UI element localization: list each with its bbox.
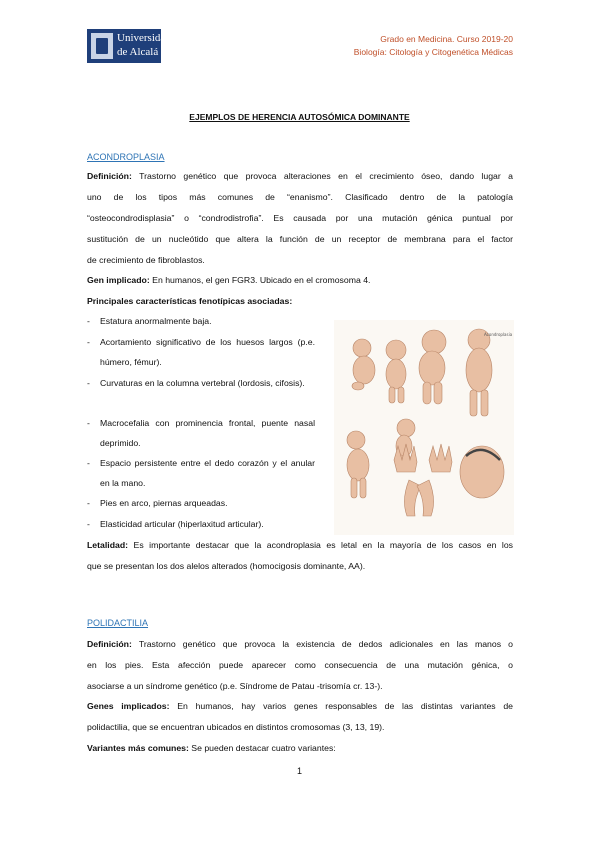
gene-line: [87, 270, 513, 291]
lethal-text: Es importante destacar que la acondroplasia es letal en la mayoría de los casos en los: [128, 540, 513, 550]
acondroplasia-illustration: [334, 320, 514, 535]
list-item-text: Curvaturas en la columna vertebral (lordosis, cifosis).: [100, 378, 305, 388]
list-item-text: Espacio persistente entre el dedo corazón y el anular en la mano.: [100, 458, 315, 488]
genes-line1: [87, 696, 513, 717]
features-label: Principales características fenotípicas asociadas:: [87, 296, 293, 306]
svg-text:Acondroplasia: Acondroplasia: [484, 332, 513, 337]
def-text: Trastorno genético que provoca la existencia de dedos adicionales en las manos o: [131, 639, 513, 649]
polidactilia-def-line1: [87, 634, 513, 655]
genes-label: Genes implicados:: [87, 701, 170, 711]
list-item-text: Pies en arco, piernas arqueadas.: [100, 498, 228, 508]
logo-text-line2: de Alcalá: [117, 46, 159, 58]
variants-text: Se pueden destacar cuatro variantes:: [188, 743, 336, 753]
def-label: Definición:: [87, 639, 132, 649]
acondroplasia-def-line5: de crecimiento de fibroblastos.: [87, 255, 205, 265]
def-label: Definición:: [87, 171, 132, 181]
header-subject: Biología: Citología y Citogenética Médicas: [353, 47, 513, 57]
page-title: EJEMPLOS DE HERENCIA AUTOSÓMICA DOMINANTE: [189, 112, 410, 122]
header-course: Grado en Medicina. Curso 2019-20: [380, 34, 513, 44]
list-item-text: Estatura anormalmente baja.: [100, 316, 212, 326]
lethal-label: Letalidad:: [87, 540, 129, 550]
gene-label: Gen implicado:: [87, 275, 150, 285]
variants-line: [87, 738, 513, 759]
def-text: Trastorno genético que provoca alteraciones en el crecimiento óseo, dando lugar a: [131, 171, 513, 181]
polidactilia-def-line2: en los pies. Esta afección puede aparecer como consecuencia de una mutación génica, o: [87, 660, 513, 670]
polidactilia-def-line3: asociarse a un síndrome genético (p.e. Síndrome de Patau -trisomía cr. 13-).: [87, 681, 383, 691]
acondroplasia-def-line3: “osteocondrodisplasia” o “condrodistrofia”. Es causada por una mutación génica puntual por: [87, 213, 513, 223]
logo-text-line1: Universidad: [117, 32, 171, 44]
variants-label: Variantes más comunes:: [87, 743, 189, 753]
lethal-line1: [87, 535, 513, 556]
genes-line2: polidactilia, que se encuentran ubicados en distintos cromosomas (3, 13, 19).: [87, 722, 385, 732]
list-item-text: Macrocefalia con prominencia frontal, puente nasal deprimido.: [100, 418, 315, 448]
gene-text: En humanos, el gen FGR3. Ubicado en el cromosoma 4.: [149, 275, 371, 285]
lethal-line2: que se presentan los dos alelos alterados (homocigosis dominante, AA).: [87, 561, 366, 571]
acondroplasia-def-line1: [87, 166, 513, 187]
crest-icon: [91, 33, 113, 59]
list-item-text: Acortamiento significativo de los huesos largos (p.e. húmero, fémur).: [100, 337, 315, 367]
acondroplasia-def-line4: sustitución de un nucleótido que altera la función de un receptor de membrana para el factor: [87, 234, 513, 244]
section-heading-polidactilia: POLIDACTILIA: [87, 618, 149, 628]
list-item-text: Elasticidad articular (hiperlaxitud articular).: [100, 519, 264, 529]
university-logo: [87, 29, 171, 63]
genes-text: En humanos, hay varios genes responsables de las distintas variantes de: [169, 701, 513, 711]
page-number: 1: [296, 766, 302, 776]
section-heading-acondroplasia: ACONDROPLASIA: [87, 152, 165, 162]
acondroplasia-def-line2: uno de los tipos más comunes de “enanismo”. Clasificado dentro de la patología: [87, 192, 513, 202]
